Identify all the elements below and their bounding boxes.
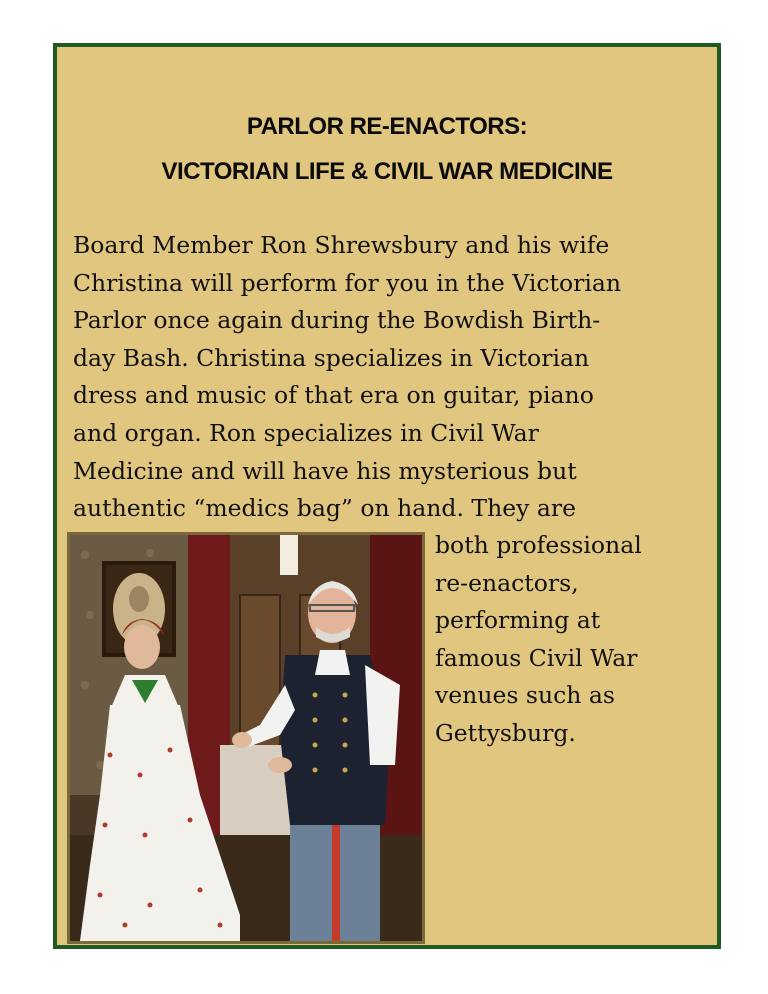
body-line: Medicine and will have his mysterious but — [73, 456, 577, 485]
body-line: Board Member Ron Shrewsbury and his wife — [73, 231, 610, 259]
side-line: Gettysburg. — [435, 718, 576, 747]
title-line-1: PARLOR RE-ENACTORS: — [246, 113, 528, 140]
side-line: re-enactors, — [435, 568, 579, 597]
body-line: and organ. Ron specializes in Civil War — [73, 418, 539, 447]
body-text — [73, 227, 713, 528]
side-line: both professional — [435, 531, 642, 559]
title-line-2: VICTORIAN LIFE & CIVIL WAR MEDICINE — [161, 158, 613, 185]
body-line: Parlor once again during the Bowdish Birth- — [73, 306, 601, 335]
flyer-panel — [53, 43, 721, 949]
body-line: dress and music of that era on guitar, piano — [73, 381, 594, 410]
side-line: performing at — [435, 606, 601, 635]
side-line: venues such as — [435, 681, 615, 710]
body-line: day Bash. Christina specializes in Victorian — [73, 343, 590, 372]
side-text — [435, 527, 705, 753]
side-line: famous Civil War — [435, 643, 638, 672]
body-line: Christina will perform for you in the Victorian — [73, 268, 622, 297]
body-line: authentic “medics bag” on hand. They are — [73, 494, 577, 523]
reenactors-photo — [67, 532, 425, 944]
